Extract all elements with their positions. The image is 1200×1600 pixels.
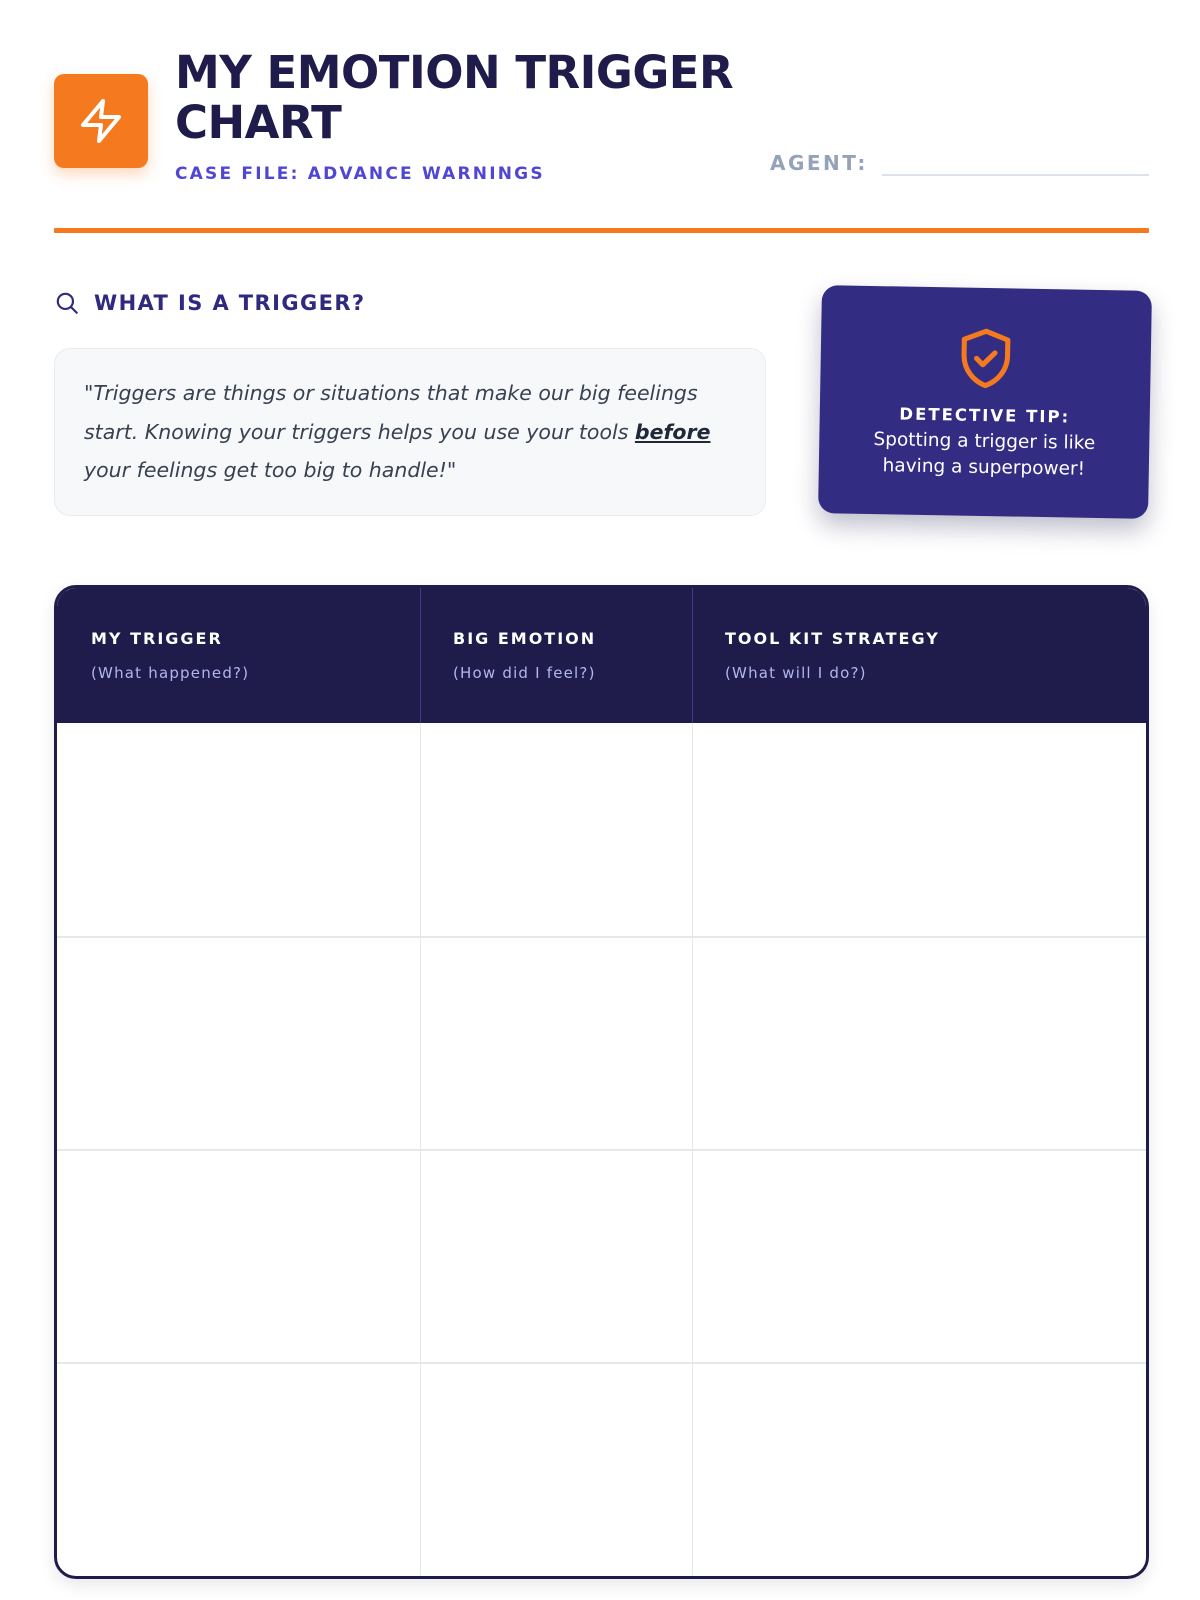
case-file-subtitle: CASE FILE: ADVANCE WARNINGS — [175, 164, 545, 184]
trigger-cell[interactable] — [57, 723, 420, 936]
tip-title: DETECTIVE TIP: — [899, 404, 1071, 427]
trigger-cell[interactable] — [57, 938, 420, 1149]
search-icon — [54, 290, 80, 316]
header-column-divider — [692, 588, 693, 723]
lightning-bolt-icon — [77, 97, 125, 145]
emotion-cell[interactable] — [421, 1364, 692, 1576]
tip-body: Spotting a trigger is like having a superpower! — [873, 429, 1096, 480]
trigger-heading-text: WHAT IS A TRIGGER? — [94, 291, 366, 315]
column-header-trigger — [91, 588, 249, 723]
column-subtitle: (How did I feel?) — [453, 664, 596, 682]
column-title: BIG EMOTION — [453, 629, 597, 648]
detective-tip-card — [818, 285, 1152, 519]
header-column-divider — [420, 588, 421, 723]
strategy-cell[interactable] — [693, 1151, 1146, 1362]
emotion-cell[interactable] — [421, 938, 692, 1149]
table-header — [57, 588, 1146, 723]
trigger-definition-quote — [54, 348, 766, 516]
header-divider — [54, 228, 1149, 233]
emotion-cell[interactable] — [421, 723, 692, 936]
emotion-cell[interactable] — [421, 1151, 692, 1362]
quote-text-start: "Triggers are things or situations that make our big feelings start. Knowing your triggers helps you use your tools — [84, 381, 698, 444]
agent-name-field[interactable] — [882, 174, 1149, 176]
column-header-strategy — [725, 588, 940, 723]
column-header-emotion — [453, 588, 596, 723]
quote-emphasis: before — [634, 419, 711, 444]
trigger-chart-table — [54, 585, 1149, 1579]
column-subtitle: (What happened?) — [91, 664, 250, 682]
page-title: MY EMOTION TRIGGER CHART — [175, 46, 734, 149]
column-title: MY TRIGGER — [91, 629, 223, 648]
shield-check-icon — [956, 326, 1015, 393]
column-title: TOOL KIT STRATEGY — [725, 629, 940, 648]
column-subtitle: (What will I do?) — [725, 664, 867, 682]
agent-label: AGENT: — [770, 151, 868, 175]
trigger-cell[interactable] — [57, 1364, 420, 1576]
trigger-section-heading — [54, 290, 366, 316]
strategy-cell[interactable] — [693, 1364, 1146, 1576]
quote-text-end: your feelings get too big to handle!" — [84, 458, 457, 482]
trigger-cell[interactable] — [57, 1151, 420, 1362]
strategy-cell[interactable] — [693, 723, 1146, 936]
logo-badge — [54, 74, 148, 168]
strategy-cell[interactable] — [693, 938, 1146, 1149]
